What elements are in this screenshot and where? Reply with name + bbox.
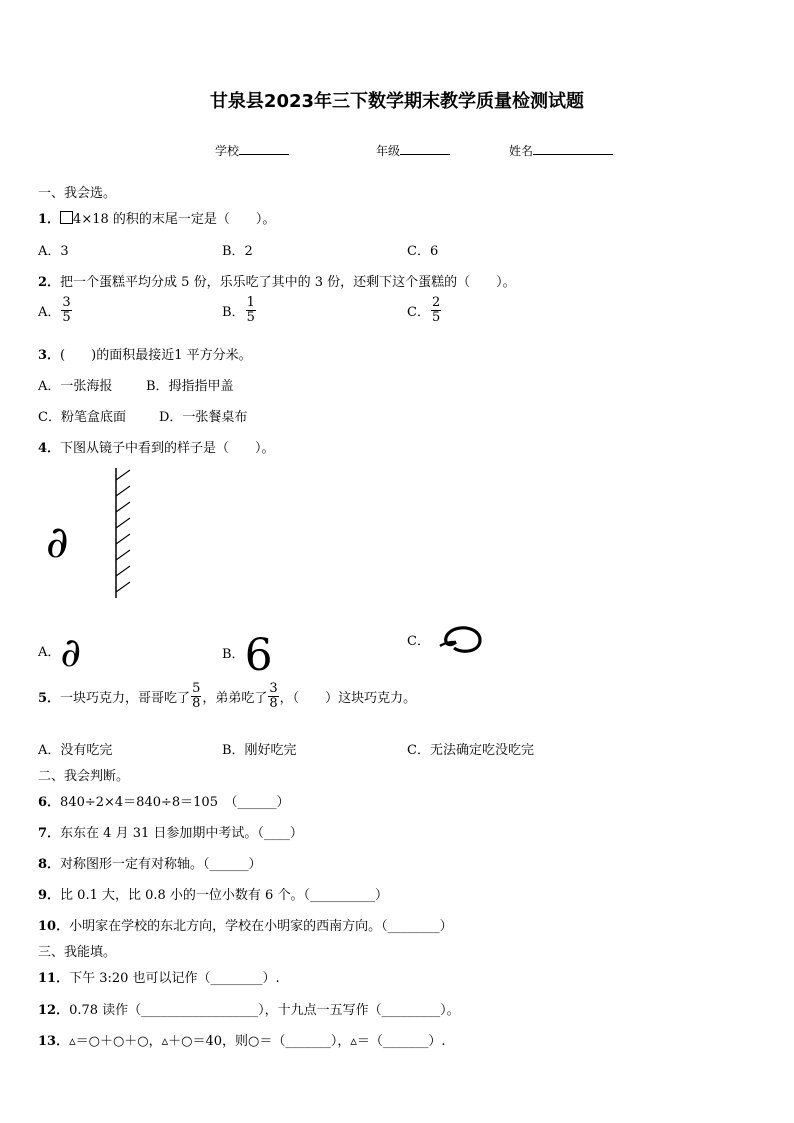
q4-option-a[interactable] bbox=[38, 630, 81, 676]
square-box-icon bbox=[60, 211, 73, 224]
q5-option-c[interactable]: C．无法确定吃没吃完 bbox=[407, 743, 534, 758]
fraction-denominator: 5 bbox=[246, 310, 255, 325]
question-text: ▵＝○＋○＋○，▵＋○＝40，则○＝（_______），▵＝（_______）. bbox=[69, 1034, 446, 1049]
q1-option-b[interactable]: B．2 bbox=[222, 244, 253, 259]
question-text: 比 0.1 大，比 0.8 小的一位小数有 6 个。（__________） bbox=[60, 888, 388, 903]
q1-option-c[interactable]: C．6 bbox=[407, 244, 439, 259]
section-1-heading: 一、我会选。 bbox=[38, 186, 117, 201]
q1-option-a[interactable]: A．3 bbox=[38, 244, 69, 259]
fraction bbox=[431, 296, 441, 325]
option-glyph: ∂ bbox=[60, 630, 82, 676]
figure-glyph: ∂ bbox=[46, 517, 69, 568]
question-number: 3． bbox=[38, 348, 61, 363]
question-number: 6． bbox=[38, 795, 61, 810]
fraction bbox=[61, 296, 71, 325]
fraction-numerator: 3 bbox=[269, 681, 278, 696]
q3-option-b[interactable]: B．拇指指甲盖 bbox=[146, 379, 234, 394]
question-text: 下午 3:20 也可以记作（________）. bbox=[69, 971, 280, 986]
q2-option-b[interactable] bbox=[222, 296, 257, 325]
question-text: 小明家在学校的东北方向，学校在小明家的西南方向。（________） bbox=[69, 919, 453, 934]
option-label: A． bbox=[38, 305, 61, 320]
mirror-icon bbox=[112, 466, 136, 600]
q3-option-d[interactable]: D．一张餐桌布 bbox=[159, 410, 248, 425]
fraction-numerator: 3 bbox=[62, 295, 71, 310]
grade-field bbox=[376, 142, 450, 159]
question-10 bbox=[38, 915, 453, 934]
grade-label: 年级 bbox=[376, 144, 401, 158]
fraction-numerator: 2 bbox=[431, 295, 441, 310]
option-label: B． bbox=[222, 305, 245, 320]
question-text: 对称图形一定有对称轴。（______） bbox=[60, 857, 262, 872]
fraction-denominator: 8 bbox=[192, 696, 201, 711]
rotated-partial-glyph-icon bbox=[436, 622, 486, 658]
fraction-numerator: 5 bbox=[192, 681, 201, 696]
question-6 bbox=[38, 791, 289, 810]
question-number: 8． bbox=[38, 857, 61, 872]
question-number: 11． bbox=[38, 971, 70, 986]
question-text: 把一个蛋糕平均分成 5 份，乐乐吃了其中的 3 份，还剩下这个蛋糕的（ ）。 bbox=[60, 275, 516, 290]
q2-option-c[interactable] bbox=[407, 296, 442, 325]
question-number: 4． bbox=[38, 441, 61, 456]
fraction bbox=[246, 296, 256, 325]
section-3-heading: 三、我能填。 bbox=[38, 945, 117, 960]
page-title: 甘泉县2023年三下数学期末教学质量检测试题 bbox=[209, 91, 585, 112]
option-label: C． bbox=[407, 634, 430, 649]
question-number: 13． bbox=[38, 1034, 70, 1049]
question-2 bbox=[38, 271, 516, 290]
q2-option-a[interactable] bbox=[38, 296, 73, 325]
name-field bbox=[509, 142, 613, 159]
school-blank[interactable] bbox=[239, 142, 289, 155]
option-glyph: 6 bbox=[244, 630, 273, 681]
question-4 bbox=[38, 437, 275, 456]
q4-option-c[interactable] bbox=[407, 630, 430, 649]
option-label: B． bbox=[222, 647, 245, 662]
fraction bbox=[268, 682, 278, 711]
question-number: 9． bbox=[38, 888, 61, 903]
question-text: 4×18 的积的末尾一定是（ ）。 bbox=[73, 212, 276, 227]
school-field bbox=[215, 142, 289, 159]
option-label: A． bbox=[38, 645, 61, 660]
q5-option-a[interactable]: A．没有吃完 bbox=[38, 743, 113, 758]
grade-blank[interactable] bbox=[400, 142, 450, 155]
question-text: ，弟弟吃了 bbox=[202, 691, 268, 706]
name-label: 姓名 bbox=[509, 144, 534, 158]
q3-option-c[interactable]: C．粉笔盒底面 bbox=[38, 410, 126, 425]
q5-option-b[interactable]: B．刚好吃完 bbox=[222, 743, 297, 758]
question-1 bbox=[38, 208, 275, 227]
fraction-denominator: 8 bbox=[269, 696, 278, 711]
question-12 bbox=[38, 999, 460, 1018]
q3-option-a[interactable]: A．一张海报 bbox=[38, 379, 113, 394]
question-text: 下图从镜子中看到的样子是（ ）。 bbox=[60, 441, 275, 456]
option-label: C． bbox=[407, 305, 430, 320]
question-text: 东东在 4 月 31 日参加期中考试。（____） bbox=[60, 826, 303, 841]
section-2-heading: 二、我会判断。 bbox=[38, 769, 130, 784]
name-blank[interactable] bbox=[533, 142, 613, 155]
question-text: 0.78 读作（__________________），十九点一五写作（_________）。 bbox=[69, 1003, 460, 1018]
question-number: 10． bbox=[38, 919, 70, 934]
question-text: ，（ ）这块巧克力。 bbox=[279, 691, 417, 706]
question-number: 5． bbox=[38, 691, 61, 706]
question-3 bbox=[38, 344, 252, 363]
question-number: 7． bbox=[38, 826, 61, 841]
question-text: 一块巧克力，哥哥吃了 bbox=[60, 691, 191, 706]
question-11 bbox=[38, 967, 280, 986]
question-number: 12． bbox=[38, 1003, 70, 1018]
question-text: ( )的面积最接近1 平方分米。 bbox=[60, 348, 252, 363]
fraction-denominator: 5 bbox=[62, 310, 71, 325]
fraction-numerator: 1 bbox=[246, 295, 255, 310]
q4-option-b[interactable] bbox=[222, 630, 273, 681]
fraction-denominator: 5 bbox=[431, 310, 441, 325]
question-number: 1． bbox=[38, 212, 61, 227]
question-13 bbox=[38, 1030, 446, 1049]
question-7 bbox=[38, 822, 303, 841]
question-8 bbox=[38, 853, 262, 872]
school-label: 学校 bbox=[215, 144, 240, 158]
fraction bbox=[191, 682, 201, 711]
question-text: 840÷2×4＝840÷8＝105 （______） bbox=[60, 795, 290, 810]
question-number: 2． bbox=[38, 275, 61, 290]
question-5 bbox=[38, 682, 416, 711]
question-9 bbox=[38, 884, 388, 903]
